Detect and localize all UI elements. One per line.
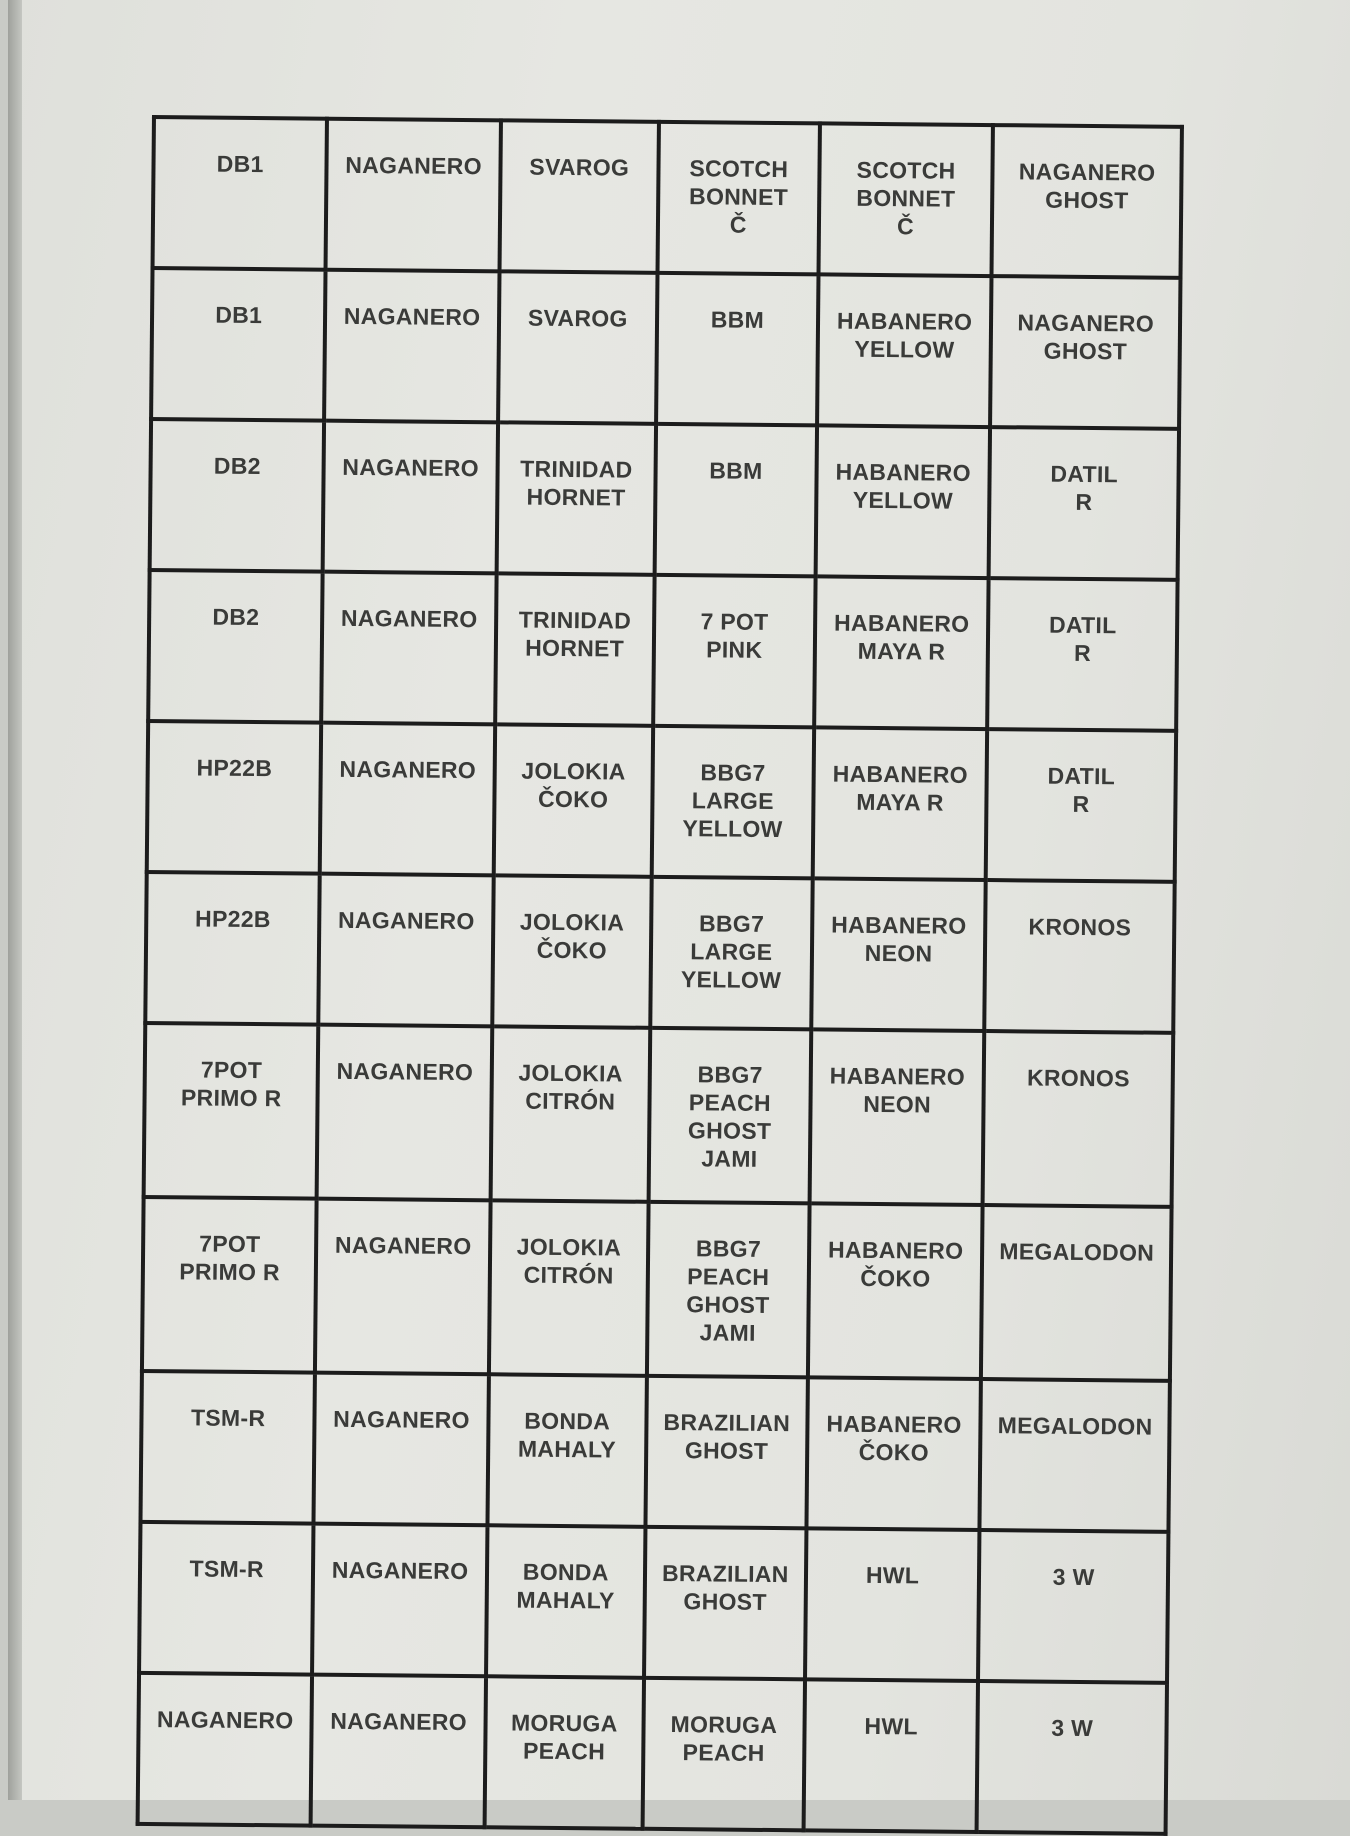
table-cell: 7 POT PINK — [653, 575, 816, 728]
table-cell: MEGALODON — [980, 1379, 1170, 1532]
table-cell: NAGANERO — [314, 1373, 489, 1526]
table-cell: HABANERO MAYA R — [814, 576, 989, 729]
table-cell: BONDA MAHALY — [487, 1374, 647, 1527]
table-cell: DB1 — [151, 268, 326, 421]
table-cell: TRINIDAD HORNET — [496, 422, 656, 575]
table-cell: DB2 — [150, 419, 325, 572]
table-cell: HP22B — [147, 721, 322, 874]
table-cell: JOLOKIA CITRÓN — [490, 1026, 650, 1202]
table-cell: NAGANERO — [324, 270, 499, 423]
table-cell: 7POT PRIMO R — [142, 1197, 317, 1373]
table-cell: BBG7 PEACH GHOST JAMI — [647, 1202, 810, 1378]
table-row — [138, 1673, 1167, 1834]
table-cell: JOLOKIA ČOKO — [492, 875, 652, 1028]
table-cell: DB1 — [153, 117, 328, 270]
table-cell: NAGANERO — [322, 572, 497, 725]
table-row — [151, 268, 1180, 429]
paper-edge-shadow — [8, 0, 22, 1800]
table-cell: NAGANERO — [312, 1524, 487, 1677]
table-cell: HABANERO YELLOW — [817, 274, 992, 427]
table-cell: TSM-R — [140, 1371, 315, 1524]
table-row — [140, 1371, 1169, 1532]
table-cell: SVAROG — [499, 120, 659, 273]
table-cell: NAGANERO — [311, 1675, 486, 1828]
table-row — [144, 1023, 1174, 1207]
table-cell: SCOTCH BONNET Č — [818, 123, 993, 276]
table-cell: HP22B — [145, 872, 320, 1025]
table-cell: 7POT PRIMO R — [144, 1023, 319, 1199]
table-row — [145, 872, 1174, 1033]
table-cell: JOLOKIA CITRÓN — [489, 1200, 649, 1376]
table-cell: SCOTCH BONNET Č — [657, 122, 820, 275]
table-cell: HABANERO NEON — [811, 878, 986, 1031]
table-cell: BBM — [654, 424, 817, 577]
table-cell: NAGANERO GHOST — [990, 276, 1180, 429]
table-cell: BRAZILIAN GHOST — [644, 1527, 807, 1680]
table-cell: DATIL R — [989, 427, 1179, 580]
table-row — [148, 570, 1177, 731]
table-cell: 3 W — [977, 1681, 1167, 1834]
table-cell: KRONOS — [985, 880, 1175, 1033]
table-cell: SVAROG — [498, 271, 658, 424]
table-cell: BRAZILIAN GHOST — [645, 1376, 808, 1529]
table-cell: NAGANERO — [319, 874, 494, 1027]
table-row — [150, 419, 1179, 580]
table-row — [139, 1522, 1168, 1683]
pepper-grid-body — [138, 117, 1182, 1834]
table-cell: HABANERO ČOKO — [806, 1377, 981, 1530]
table-cell: TRINIDAD HORNET — [495, 573, 655, 726]
table-cell: NAGANERO — [323, 421, 498, 574]
pepper-grid-table — [136, 115, 1184, 1836]
table-cell: NAGANERO — [326, 119, 501, 272]
table-cell: NAGANERO — [320, 723, 495, 876]
table-cell: MEGALODON — [981, 1205, 1171, 1381]
table-cell: 3 W — [978, 1530, 1168, 1683]
table-cell: MORUGA PEACH — [642, 1678, 805, 1831]
table-cell: NAGANERO — [315, 1199, 490, 1375]
table-cell: NAGANERO — [317, 1025, 492, 1201]
table-cell: HABANERO ČOKO — [808, 1203, 983, 1379]
table-cell: JOLOKIA ČOKO — [493, 724, 653, 877]
table-cell: BBG7 LARGE YELLOW — [651, 726, 814, 879]
table-row — [142, 1197, 1172, 1381]
table-cell: DB2 — [148, 570, 323, 723]
table-cell: TSM-R — [139, 1522, 314, 1675]
table-cell: BBG7 PEACH GHOST JAMI — [648, 1028, 811, 1204]
table-cell: BBG7 LARGE YELLOW — [650, 877, 813, 1030]
table-cell: HWL — [805, 1528, 980, 1681]
table-cell: NAGANERO GHOST — [992, 125, 1182, 278]
table-cell: NAGANERO — [138, 1673, 313, 1826]
table-cell: KRONOS — [983, 1031, 1173, 1207]
table-cell: HABANERO MAYA R — [813, 727, 988, 880]
table-cell: DATIL R — [987, 578, 1177, 731]
table-cell: BONDA MAHALY — [486, 1525, 646, 1678]
table-cell: HABANERO YELLOW — [816, 425, 991, 578]
table-row — [147, 721, 1176, 882]
table-row — [153, 117, 1182, 278]
table-cell: BBM — [656, 273, 819, 426]
table-cell: HABANERO NEON — [809, 1029, 984, 1205]
table-cell: DATIL R — [986, 729, 1176, 882]
table-cell: HWL — [803, 1679, 978, 1832]
table-cell: MORUGA PEACH — [484, 1676, 644, 1829]
